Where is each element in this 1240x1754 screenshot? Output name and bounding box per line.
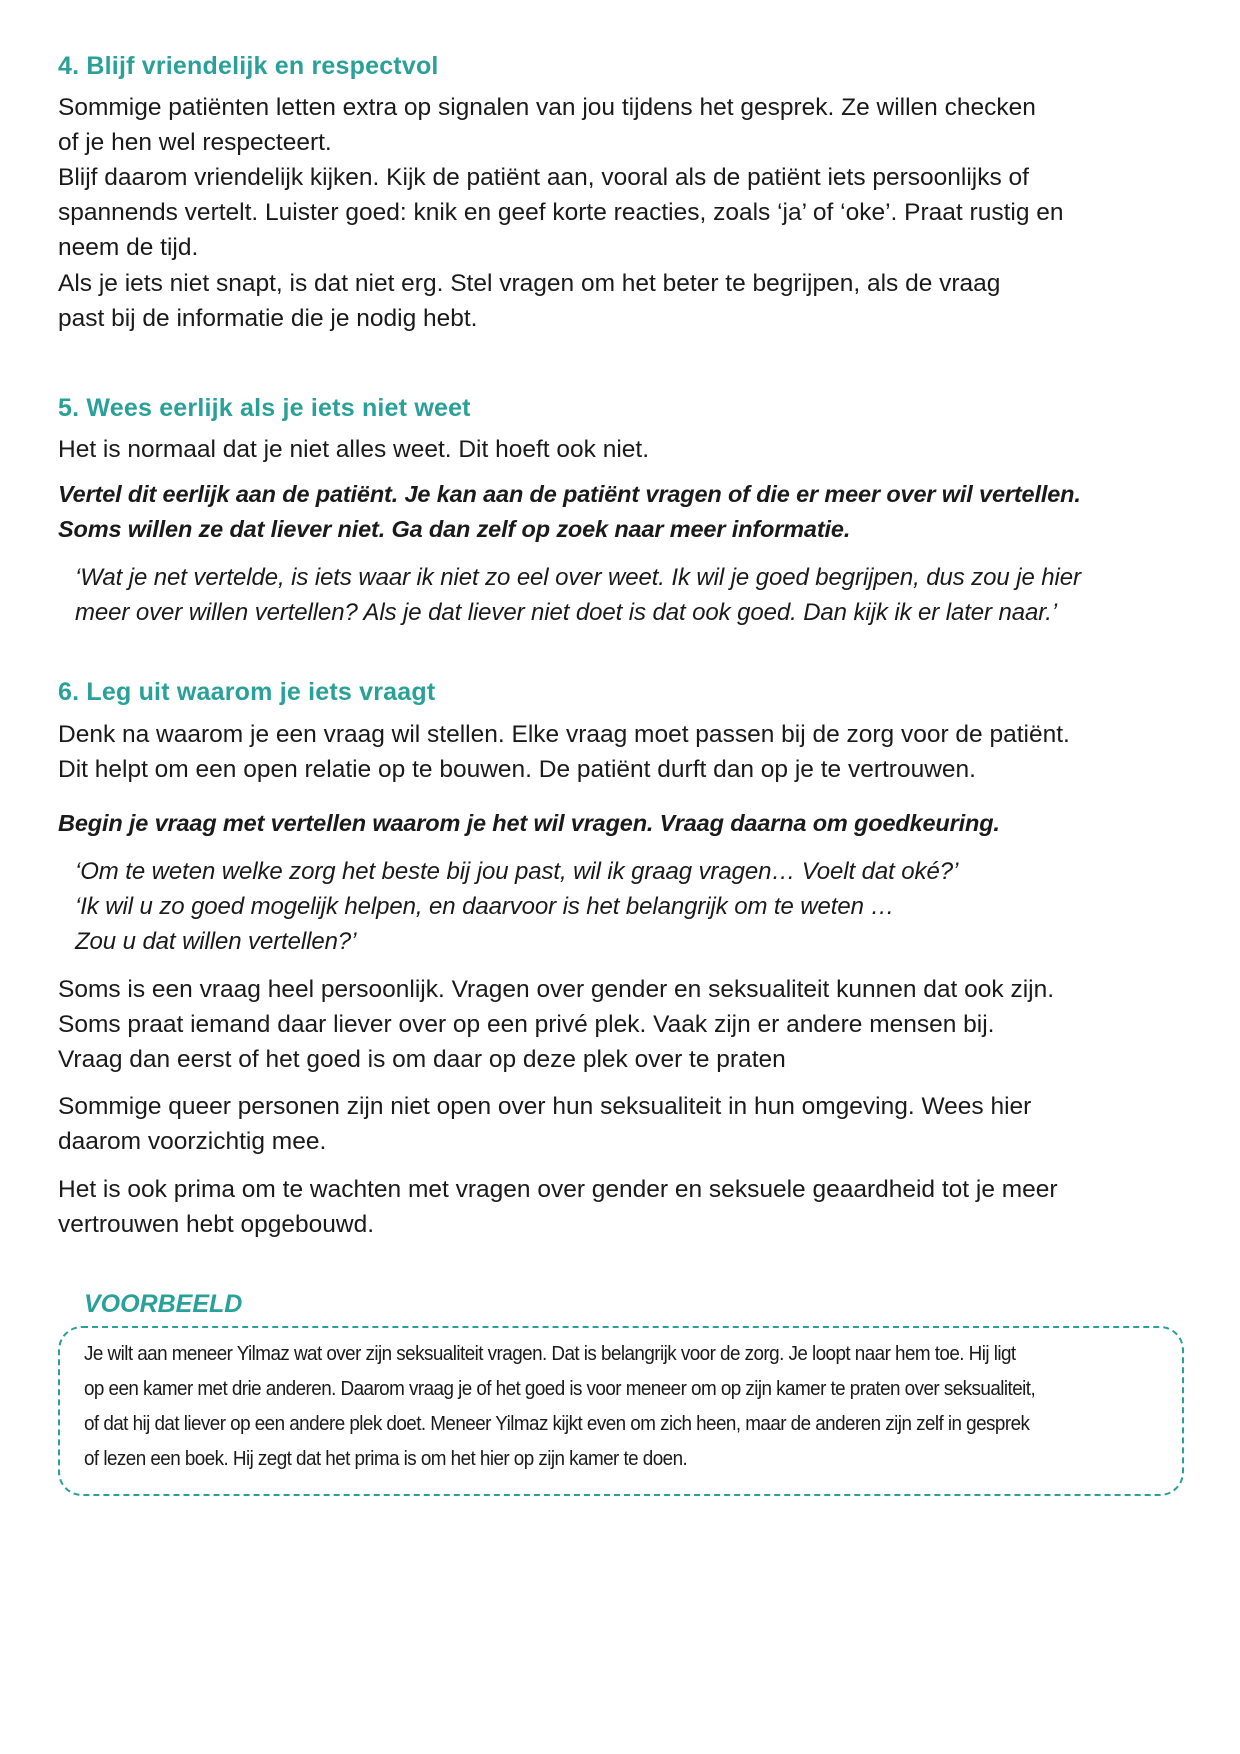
paragraph bbox=[58, 266, 1188, 336]
text-line: Denk na waarom je een vraag wil stellen. Elke vraag moet passen bij de zorg voor de patiënt. bbox=[58, 721, 1070, 748]
text-line: op een kamer met drie anderen. Daarom vraag je of het goed is voor meneer om op zijn kamer te praten over seksualiteit, bbox=[84, 1377, 1036, 1400]
paragraph bbox=[58, 717, 1188, 787]
text-line: past bij de informatie die je nodig hebt. bbox=[58, 305, 478, 332]
text-line: of lezen een boek. Hij zegt dat het prima is om het hier op zijn kamer te doen. bbox=[84, 1447, 688, 1470]
text-line: of je hen wel respecteert. bbox=[58, 129, 332, 156]
text-line: neem de tijd. bbox=[58, 234, 199, 261]
paragraph bbox=[58, 1172, 1188, 1242]
text-line: meer over willen vertellen? Als je dat liever niet doet is dat ook goed. Dan kijk ik er later naar.’ bbox=[75, 599, 1058, 626]
text-line: vertrouwen hebt opgebouwd. bbox=[58, 1211, 374, 1238]
text-line: Dit helpt om een open relatie op te bouwen. De patiënt durft dan op je te vertrouwen. bbox=[58, 756, 976, 783]
text-line: ‘Ik wil u zo goed mogelijk helpen, en daarvoor is het belangrijk om te weten … bbox=[75, 893, 895, 920]
text-line: Soms willen ze dat liever niet. Ga dan zelf op zoek naar meer informatie. bbox=[58, 516, 851, 542]
text-line: Als je iets niet snapt, is dat niet erg. Stel vragen om het beter te begrijpen, als de vraag bbox=[58, 270, 1001, 297]
emphasis-paragraph bbox=[58, 477, 1198, 547]
text-line: Zou u dat willen vertellen?’ bbox=[75, 928, 357, 955]
text-line: Het is ook prima om te wachten met vragen over gender en seksuele geaardheid tot je meer bbox=[58, 1176, 1058, 1203]
text-line: Vertel dit eerlijk aan de patiënt. Je kan aan de patiënt vragen of die er meer over wil vertellen. bbox=[58, 481, 1081, 507]
text-line: Je wilt aan meneer Yilmaz wat over zijn seksualiteit vragen. Dat is belangrijk voor de zorg. Je loopt naar hem toe. Hij ligt bbox=[84, 1342, 1016, 1365]
example-quote bbox=[75, 560, 1195, 630]
paragraph bbox=[58, 90, 1188, 265]
text-line: Sommige patiënten letten extra op signalen van jou tijdens het gesprek. Ze willen checken bbox=[58, 94, 1036, 121]
text-line: of dat hij dat liever op een andere plek doet. Meneer Yilmaz kijkt even om zich heen, maar de anderen zijn zelf in gesprek bbox=[84, 1412, 1030, 1435]
section-heading-5: 5. Wees eerlijk als je iets niet weet bbox=[58, 394, 471, 422]
section-heading-6: 6. Leg uit waarom je iets vraagt bbox=[58, 678, 436, 706]
paragraph bbox=[58, 432, 1188, 467]
paragraph bbox=[58, 1089, 1188, 1159]
text-line: Blijf daarom vriendelijk kijken. Kijk de patiënt aan, vooral als de patiënt iets persoonlijks of bbox=[58, 164, 1029, 191]
section-heading-4: 4. Blijf vriendelijk en respectvol bbox=[58, 52, 439, 80]
text-line: Soms is een vraag heel persoonlijk. Vragen over gender en seksualiteit kunnen dat ook zijn. bbox=[58, 976, 1055, 1003]
text-line: Begin je vraag met vertellen waarom je het wil vragen. Vraag daarna om goedkeuring. bbox=[58, 810, 1000, 836]
text-line: ‘Wat je net vertelde, is iets waar ik niet zo eel over weet. Ik wil je goed begrijpen, dus zou je hier bbox=[75, 564, 1081, 591]
text-line: Vraag dan eerst of het goed is om daar op deze plek over te praten bbox=[58, 1046, 786, 1073]
text-line: Het is normaal dat je niet alles weet. Dit hoeft ook niet. bbox=[58, 436, 650, 463]
example-label: VOORBEELD bbox=[84, 1290, 243, 1318]
text-line: Soms praat iemand daar liever over op een privé plek. Vaak zijn er andere mensen bij. bbox=[58, 1011, 995, 1038]
paragraph bbox=[58, 972, 1188, 1077]
example-text bbox=[84, 1336, 1087, 1476]
text-line: ‘Om te weten welke zorg het beste bij jou past, wil ik graag vragen… Voelt dat oké?’ bbox=[75, 858, 959, 885]
text-line: spannends vertelt. Luister goed: knik en geef korte reacties, zoals ‘ja’ of ‘oke’. Praat rustig en bbox=[58, 199, 1064, 226]
example-quote bbox=[75, 854, 1195, 959]
text-line: Sommige queer personen zijn niet open over hun seksualiteit in hun omgeving. Wees hier bbox=[58, 1093, 1032, 1120]
text-line: daarom voorzichtig mee. bbox=[58, 1128, 327, 1155]
emphasis-paragraph bbox=[58, 806, 1198, 841]
